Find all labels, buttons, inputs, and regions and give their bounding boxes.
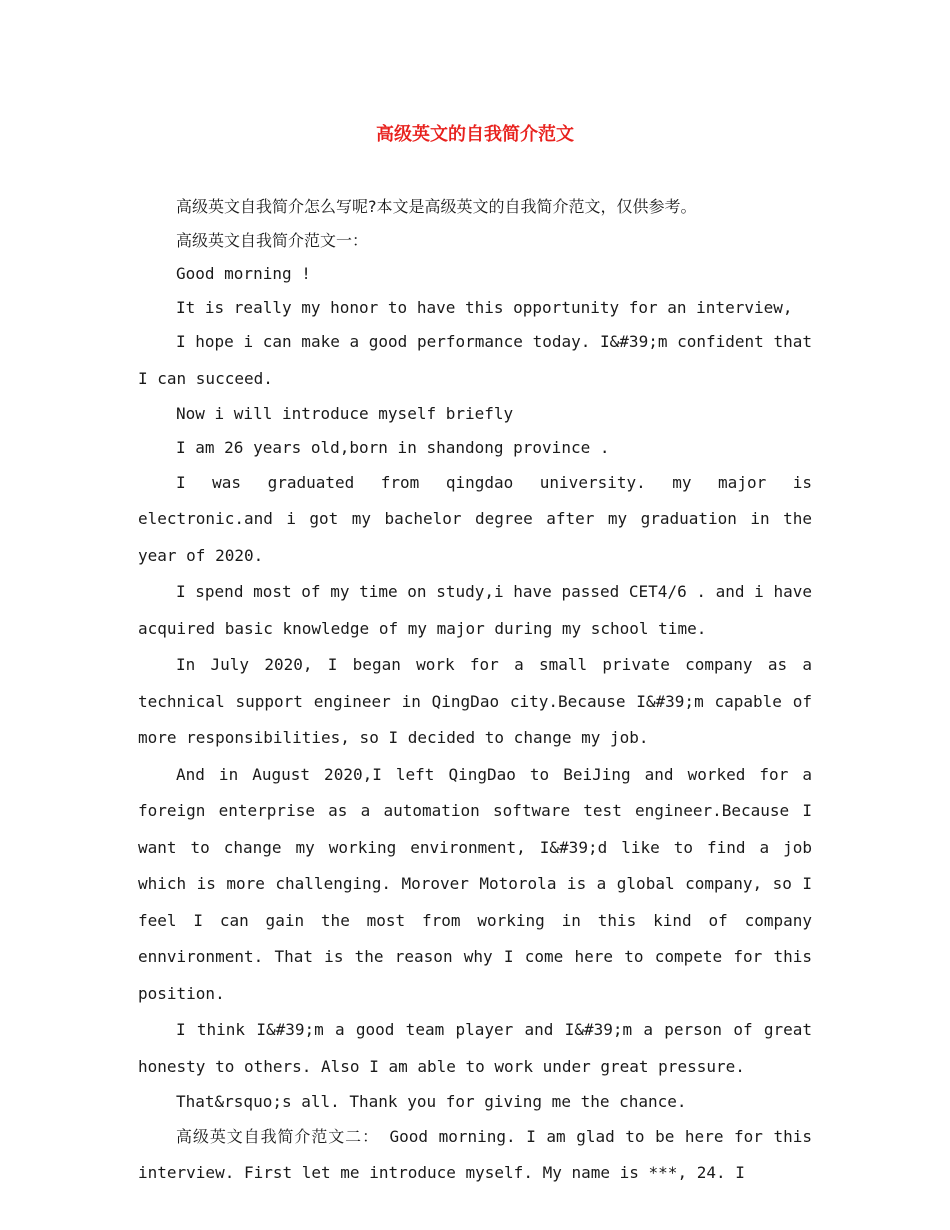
education-paragraph: I was graduated from qingdao university. my major is electronic.and i got my bachelor degree after my graduation in the year of 2020.: [138, 472, 812, 565]
sample-two-paragraph: 高级英文自我简介范文二： Good morning. I am glad to be here for this interview. First let me introduce myself. My name is ***, 24. I: [138, 1126, 812, 1183]
honor-paragraph: It is really my honor to have this opportunity for an interview,: [176, 297, 793, 317]
greeting-paragraph: Good morning !: [176, 264, 311, 284]
first-job-paragraph: In July 2020, I began work for a small private company as a technical support engineer in QingDao city.Because I&#39;m capable of more responsibilities, so I decided to change my job.: [138, 655, 812, 748]
closing-paragraph: That&rsquo;s all. Thank you for giving me the chance.: [176, 1092, 687, 1112]
intro-paragraph: 高级英文自我简介怎么写呢?本文是高级英文的自我简介范文，仅供参考。: [176, 197, 697, 216]
performance-paragraph: I hope i can make a good performance today. I&#39;m confident that I can succeed.: [138, 332, 812, 388]
document-title: 高级英文的自我简介范文: [376, 124, 574, 145]
personality-paragraph: I think I&#39;m a good team player and I&#39;m a person of great honesty to others. Also I am able to work under great pressure.: [138, 1020, 812, 1076]
sample-one-heading: 高级英文自我简介范文一：: [176, 230, 369, 250]
age-paragraph: I am 26 years old,born in shandong province .: [176, 437, 610, 457]
introduce-paragraph: Now i will introduce myself briefly: [176, 404, 514, 424]
second-job-paragraph: And in August 2020,I left QingDao to BeiJing and worked for a foreign enterprise as a automation software test engineer.Because I want to change my working environment, I&#39;d like to find a job which is more challenging. Morover Motorola is a global company, so I feel I can gain the most from working in this kind of company ennvironment. That is the reason why I come here to compete for this position.: [138, 764, 812, 1003]
document-body: [138, 190, 812, 1192]
study-paragraph: I spend most of my time on study,i have passed CET4/6 . and i have acquired basic knowledge of my major during my school time.: [138, 582, 812, 638]
